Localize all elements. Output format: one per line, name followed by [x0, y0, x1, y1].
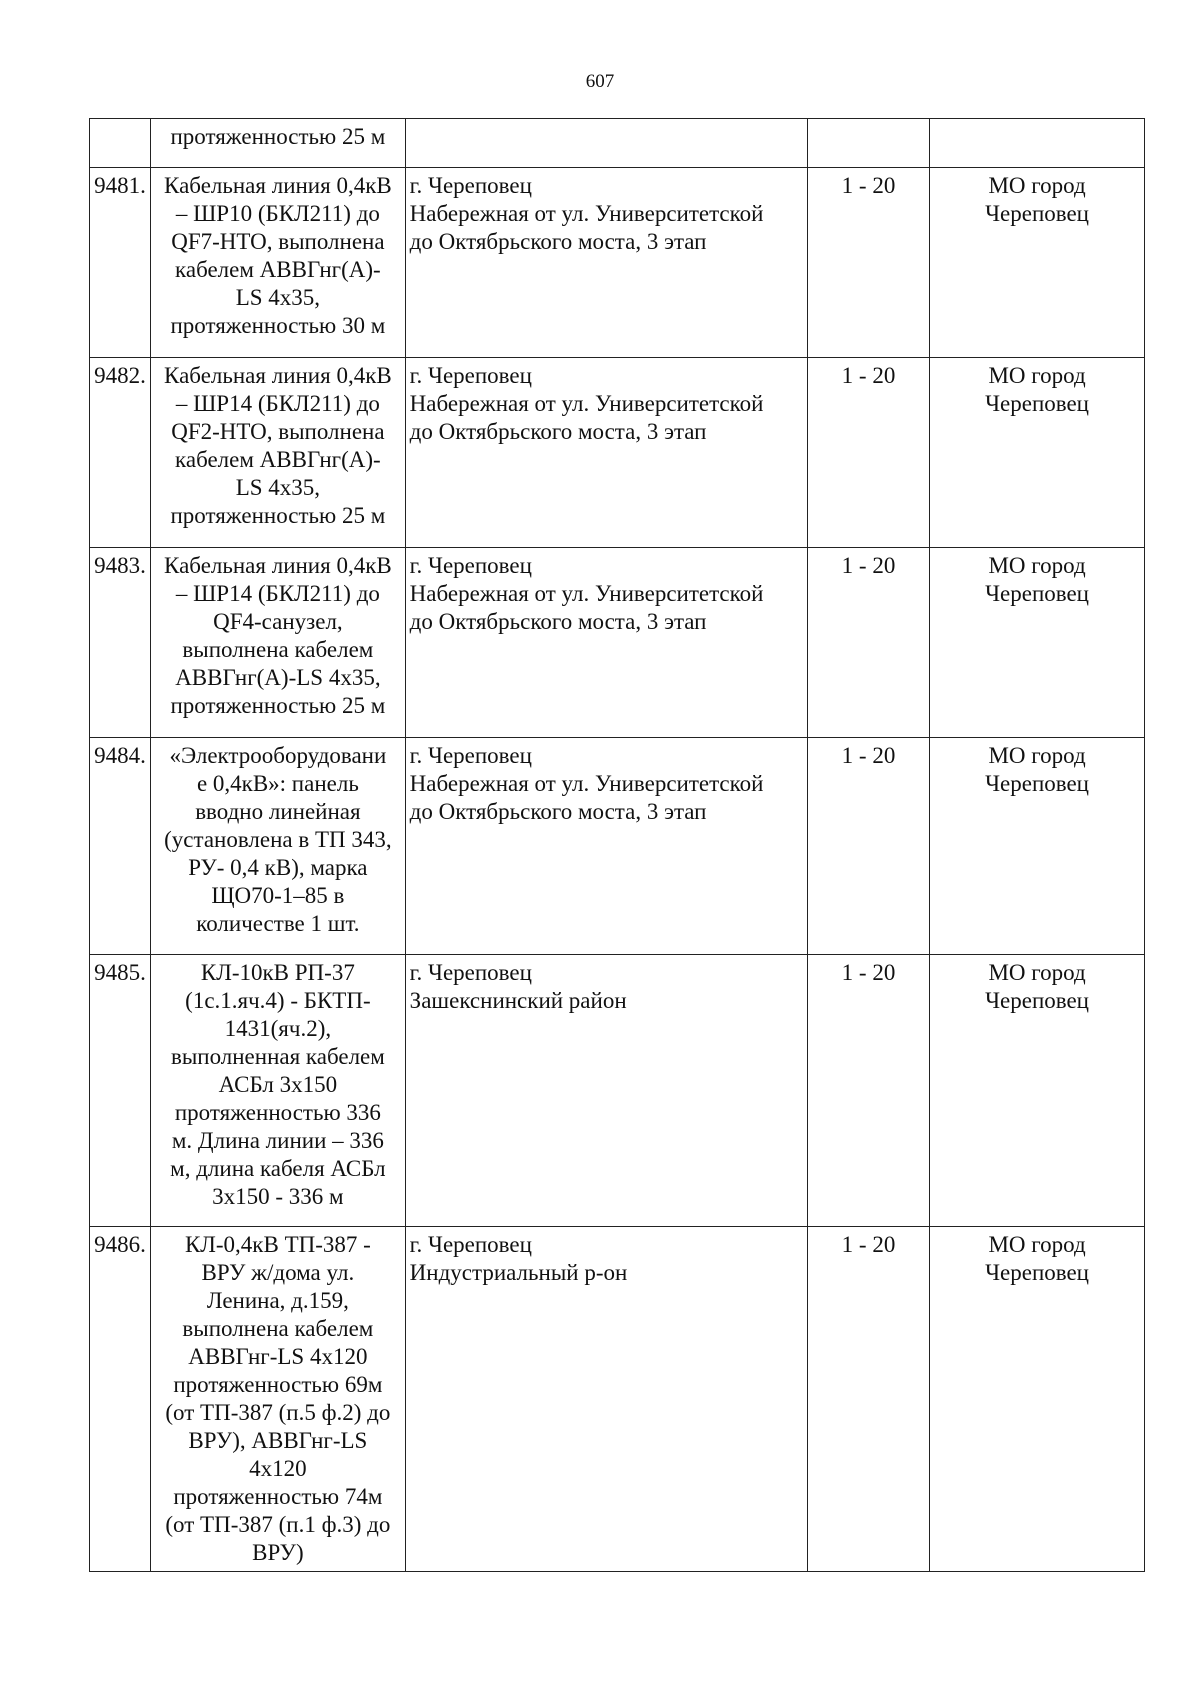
- object-name-line: (от ТП-387 (п.5 ф.2) до: [165, 1400, 391, 1425]
- owner-line: МО город: [988, 173, 1086, 198]
- address-line: Индустриальный р-он: [409, 1260, 628, 1285]
- object-name-line: ВРУ ж/дома ул.: [201, 1260, 355, 1285]
- term-cell: [807, 168, 929, 358]
- object-name-line: АВВГнг-LS 4х120: [188, 1344, 368, 1369]
- table-row: [90, 119, 1145, 168]
- object-name-line: протяженностью 25 м: [170, 503, 386, 528]
- row-number: 9484.: [94, 743, 146, 768]
- owner-cell: [930, 548, 1145, 738]
- object-name-line: м, длина кабеля АСБл: [170, 1156, 386, 1181]
- address-cell: [405, 1227, 807, 1572]
- object-name-cell: [151, 955, 406, 1227]
- object-name-cell: [151, 1227, 406, 1572]
- owner-line: Череповец: [985, 581, 1089, 606]
- owner-cell: [930, 955, 1145, 1227]
- row-number-cell: [90, 1227, 151, 1572]
- term-value: 1 - 20: [841, 743, 896, 768]
- row-number: 9486.: [94, 1232, 146, 1257]
- address-line: до Октябрьского моста, 3 этап: [409, 799, 707, 824]
- owner-cell: [930, 1227, 1145, 1572]
- page-number: 607: [585, 71, 615, 92]
- address-line: г. Череповец: [409, 553, 532, 578]
- object-name-line: вводно линейная: [195, 799, 361, 824]
- term-value: 1 - 20: [841, 553, 896, 578]
- object-name-line: – ШР10 (БКЛ211) до: [175, 201, 380, 226]
- object-name-line: протяженностью 25 м: [170, 124, 386, 149]
- object-name-line: АВВГнг(А)-LS 4х35,: [175, 665, 381, 690]
- owner-cell: [930, 738, 1145, 955]
- object-name-line: АСБл 3х150: [218, 1072, 338, 1097]
- object-name-line: ВРУ), АВВГнг-LS: [188, 1428, 368, 1453]
- object-name-line: ВРУ): [252, 1540, 304, 1565]
- table-row: [90, 738, 1145, 955]
- object-name-line: протяженностью 336: [174, 1100, 381, 1125]
- address-line: г. Череповец: [409, 173, 532, 198]
- row-number: 9483.: [94, 553, 146, 578]
- object-name-line: 4х120: [249, 1456, 307, 1481]
- address-line: г. Череповец: [409, 1232, 532, 1257]
- address-cell: [405, 358, 807, 548]
- object-name-line: количестве 1 шт.: [196, 911, 360, 936]
- object-name-line: – ШР14 (БКЛ211) до: [175, 581, 380, 606]
- owner-line: Череповец: [985, 988, 1089, 1013]
- object-name-line: протяженностью 69м: [173, 1372, 383, 1397]
- owner-cell: [930, 168, 1145, 358]
- object-name-cell: [151, 119, 406, 168]
- table-row: [90, 955, 1145, 1227]
- address-line: Набережная от ул. Университетской: [409, 581, 764, 606]
- object-name-line: 1431(яч.2),: [224, 1016, 332, 1041]
- object-name-line: выполненная кабелем: [170, 1044, 385, 1069]
- object-name-line: РУ- 0,4 кВ), марка: [188, 855, 368, 880]
- object-name-line: кабелем АВВГнг(А)-: [175, 447, 381, 472]
- object-name-cell: [151, 358, 406, 548]
- object-name-line: (установлена в ТП 343,: [164, 827, 392, 852]
- object-name-line: м. Длина линии – 336: [171, 1128, 384, 1153]
- owner-line: МО город: [988, 960, 1086, 985]
- object-name-line: КЛ-10кВ РП-37: [200, 960, 355, 985]
- table-row: [90, 548, 1145, 738]
- term-value: 1 - 20: [841, 1232, 896, 1257]
- object-name-line: QF7-НТО, выполнена: [171, 229, 385, 254]
- term-cell: [807, 1227, 929, 1572]
- address-line: Набережная от ул. Университетской: [409, 201, 764, 226]
- term-cell: [807, 358, 929, 548]
- object-name-line: (от ТП-387 (п.1 ф.3) до: [165, 1512, 391, 1537]
- object-name-line: выполнена кабелем: [182, 637, 374, 662]
- address-line: до Октябрьского моста, 3 этап: [409, 419, 707, 444]
- object-name-line: КЛ-0,4кВ ТП-387 -: [184, 1232, 371, 1257]
- object-name-line: Ленина, д.159,: [206, 1288, 349, 1313]
- address-line: до Октябрьского моста, 3 этап: [409, 609, 707, 634]
- owner-line: Череповец: [985, 201, 1089, 226]
- row-number-cell: [90, 119, 151, 168]
- table-row: [90, 358, 1145, 548]
- object-name-line: протяженностью 74м: [173, 1484, 383, 1509]
- object-name-line: кабелем АВВГнг(А)-: [175, 257, 381, 282]
- object-name-line: QF4-санузел,: [213, 609, 343, 634]
- owner-line: МО город: [988, 1232, 1086, 1257]
- term-cell: [807, 738, 929, 955]
- object-name-line: протяженностью 30 м: [170, 313, 386, 338]
- address-cell: [405, 168, 807, 358]
- object-name-line: QF2-НТО, выполнена: [171, 419, 385, 444]
- owner-line: МО город: [988, 743, 1086, 768]
- object-name-line: протяженностью 25 м: [170, 693, 386, 718]
- address-cell: [405, 738, 807, 955]
- object-name-line: LS 4х35,: [235, 285, 321, 310]
- row-number-cell: [90, 358, 151, 548]
- row-number-cell: [90, 548, 151, 738]
- row-number-cell: [90, 738, 151, 955]
- row-number: 9481.: [94, 173, 146, 198]
- address-cell: [405, 119, 807, 168]
- address-line: Набережная от ул. Университетской: [409, 771, 764, 796]
- term-value: 1 - 20: [841, 363, 896, 388]
- owner-cell: [930, 119, 1145, 168]
- term-cell: [807, 955, 929, 1227]
- row-number-cell: [90, 168, 151, 358]
- object-name-line: е 0,4кВ»: панель: [196, 771, 359, 796]
- row-number: 9482.: [94, 363, 146, 388]
- object-name-line: Кабельная линия 0,4кВ: [164, 173, 392, 198]
- object-name-line: ЩО70-1–85 в: [211, 883, 345, 908]
- object-name-line: Кабельная линия 0,4кВ: [164, 553, 392, 578]
- registry-table-body: [90, 119, 1145, 1572]
- address-line: Набережная от ул. Университетской: [409, 391, 764, 416]
- owner-line: Череповец: [985, 771, 1089, 796]
- row-number: 9485.: [94, 960, 146, 985]
- table-row: [90, 1227, 1145, 1572]
- address-cell: [405, 955, 807, 1227]
- owner-line: МО город: [988, 363, 1086, 388]
- object-name-line: – ШР14 (БКЛ211) до: [175, 391, 380, 416]
- object-name-cell: [151, 168, 406, 358]
- row-number-cell: [90, 955, 151, 1227]
- object-name-line: Кабельная линия 0,4кВ: [164, 363, 392, 388]
- address-line: г. Череповец: [409, 960, 532, 985]
- address-line: г. Череповец: [409, 743, 532, 768]
- object-name-line: (1с.1.яч.4) - БКТП-: [185, 988, 371, 1013]
- object-name-line: LS 4х35,: [235, 475, 321, 500]
- owner-line: Череповец: [985, 391, 1089, 416]
- term-value: 1 - 20: [841, 173, 896, 198]
- term-value: 1 - 20: [841, 960, 896, 985]
- object-name-cell: [151, 738, 406, 955]
- table-row: [90, 168, 1145, 358]
- address-line: г. Череповец: [409, 363, 532, 388]
- address-line: до Октябрьского моста, 3 этап: [409, 229, 707, 254]
- owner-line: МО город: [988, 553, 1086, 578]
- registry-table: [89, 118, 1145, 1572]
- address-line: Зашекснинский район: [409, 988, 627, 1013]
- object-name-line: 3х150 - 336 м: [212, 1184, 344, 1209]
- owner-line: Череповец: [985, 1260, 1089, 1285]
- object-name-line: выполнена кабелем: [182, 1316, 374, 1341]
- address-cell: [405, 548, 807, 738]
- owner-cell: [930, 358, 1145, 548]
- term-cell: [807, 119, 929, 168]
- term-cell: [807, 548, 929, 738]
- object-name-cell: [151, 548, 406, 738]
- object-name-line: «Электрооборудовани: [169, 743, 387, 768]
